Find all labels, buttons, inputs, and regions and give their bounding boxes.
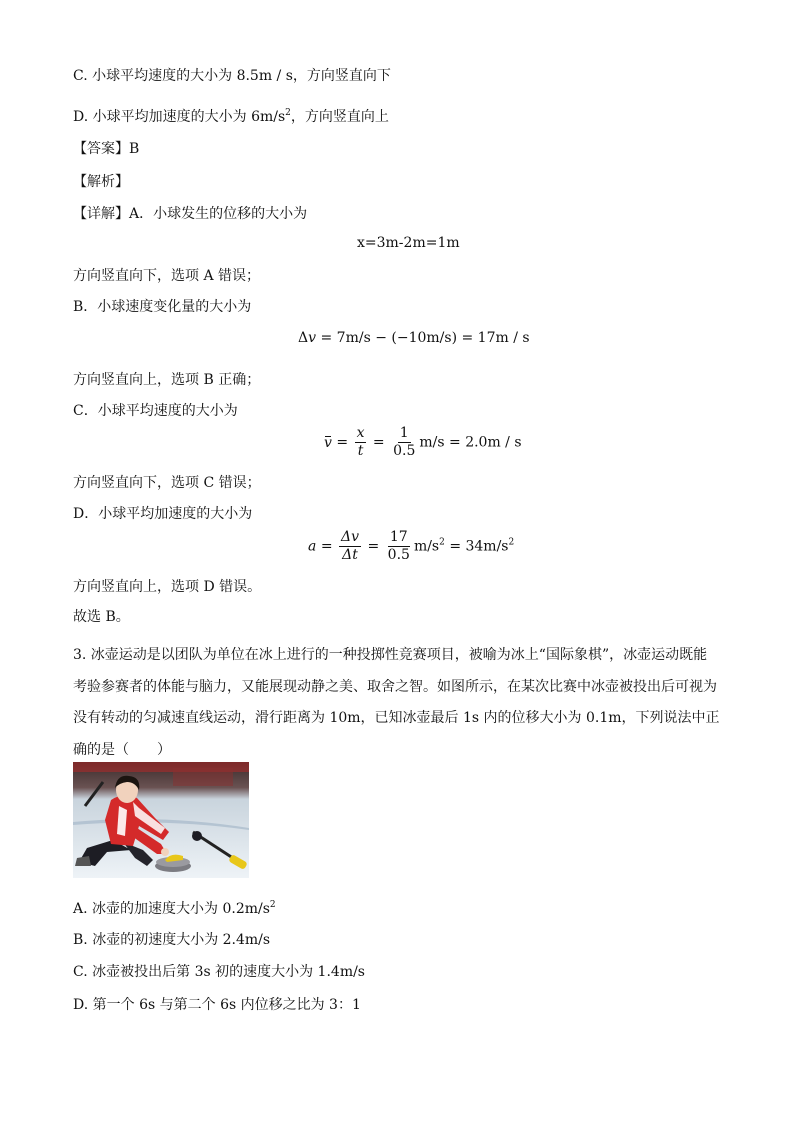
eq-c-one: 1 (399, 425, 409, 441)
eq-c-equals-2: = (372, 434, 385, 451)
option-c[interactable]: C. 冰壶被投出后第 3s 初的速度大小为 1.4m/s (73, 964, 365, 980)
eq-d-result-sup: 2 (508, 537, 515, 548)
question-3-stem: 3. 冰壶运动是以团队为单位在冰上进行的一种投掷性竞赛项目，被喻为冰上“国际象棋”，冰壶运动既能考验参赛者的体能与脑力，又能展现动静之美、取舍之智。如图所示，在某次比赛中冰壶被投出后可视为没有转动的匀减速直线运动，滑行距离为 10m，已知冰壶最后 1s 内的位移大小为 0.1m，下列说法中正确的是（ ） (73, 647, 720, 758)
eq-d-unit: m/s (413, 538, 440, 555)
eq-d-a: a (308, 538, 317, 555)
eq-c-unit: m/s (419, 434, 445, 451)
eq-c-frac-xt (355, 425, 367, 460)
option-a-sup: 2 (269, 900, 276, 910)
eq-d-frac-num (386, 529, 412, 564)
eq-d-result: = 34m/s (449, 538, 509, 555)
intro-b: B．小球速度变化量的大小为 (73, 299, 252, 315)
eq-c-half: 0.5 (393, 443, 416, 459)
prev-option-c: C. 小球平均速度的大小为 8.5m / s，方向竖直向下 (73, 68, 391, 84)
eq-c-x: x (356, 425, 365, 441)
option-a-text: A. 冰壶的加速度大小为 0.2m/s (73, 901, 270, 917)
equation-displacement: x=3m-2m=1m (357, 235, 460, 251)
conclusion-c: 方向竖直向下，选项 C 错误； (73, 475, 261, 491)
conclusion-d: 方向竖直向上，选项 D 错误。 (73, 579, 262, 595)
curling-photo-graphic (73, 762, 249, 878)
intro-d: D．小球平均加速度的大小为 (73, 506, 253, 522)
analysis-title: 【解析】 (73, 174, 129, 190)
prev-option-d-sup: 2 (285, 108, 291, 118)
intro-c: C．小球平均速度的大小为 (73, 403, 238, 419)
equation-average-acceleration (308, 529, 514, 564)
eq-d-17: 17 (389, 529, 408, 545)
choose-line: 故选 B。 (73, 609, 130, 625)
conclusion-a: 方向竖直向下，选项 A 错误； (73, 268, 261, 284)
option-a[interactable] (73, 895, 276, 919)
eq-c-equals: = (336, 434, 349, 451)
eq-b-delta: Δ (298, 330, 309, 346)
equation-velocity-change (298, 330, 530, 346)
prev-option-d-tail: ，方向竖直向上 (290, 109, 389, 125)
detail-intro: 【详解】A．小球发生的位移的大小为 (73, 206, 308, 222)
eq-d-unit-sup: 2 (439, 537, 445, 548)
eq-c-frac-num (391, 425, 417, 460)
eq-c-vbar: v (324, 434, 332, 451)
eq-b-rest: = 7m/s − (−10m/s) = 17m / s (316, 330, 530, 346)
option-d[interactable]: D. 第一个 6s 与第二个 6s 内位移之比为 3：1 (73, 997, 361, 1013)
eq-b-v: v (308, 330, 317, 346)
eq-d-equals: = (320, 538, 333, 555)
curling-photo (73, 762, 249, 878)
conclusion-b: 方向竖直向上，选项 B 正确； (73, 372, 261, 388)
eq-c-result: = 2.0m / s (449, 434, 522, 451)
eq-d-dt: Δt (342, 547, 358, 563)
eq-d-frac-dvdt (339, 529, 361, 564)
eq-d-half: 0.5 (387, 547, 410, 563)
answer-label: 【答案】B (73, 141, 140, 157)
option-b[interactable]: B. 冰壶的初速度大小为 2.4m/s (73, 932, 271, 948)
prev-option-d-text: D. 小球平均加速度的大小为 6m/s (73, 109, 286, 125)
eq-d-equals-2: = (367, 538, 380, 555)
equation-average-velocity (324, 425, 522, 460)
prev-option-d (73, 103, 389, 127)
eq-c-t: t (357, 443, 364, 459)
eq-d-dv: Δv (341, 529, 360, 545)
